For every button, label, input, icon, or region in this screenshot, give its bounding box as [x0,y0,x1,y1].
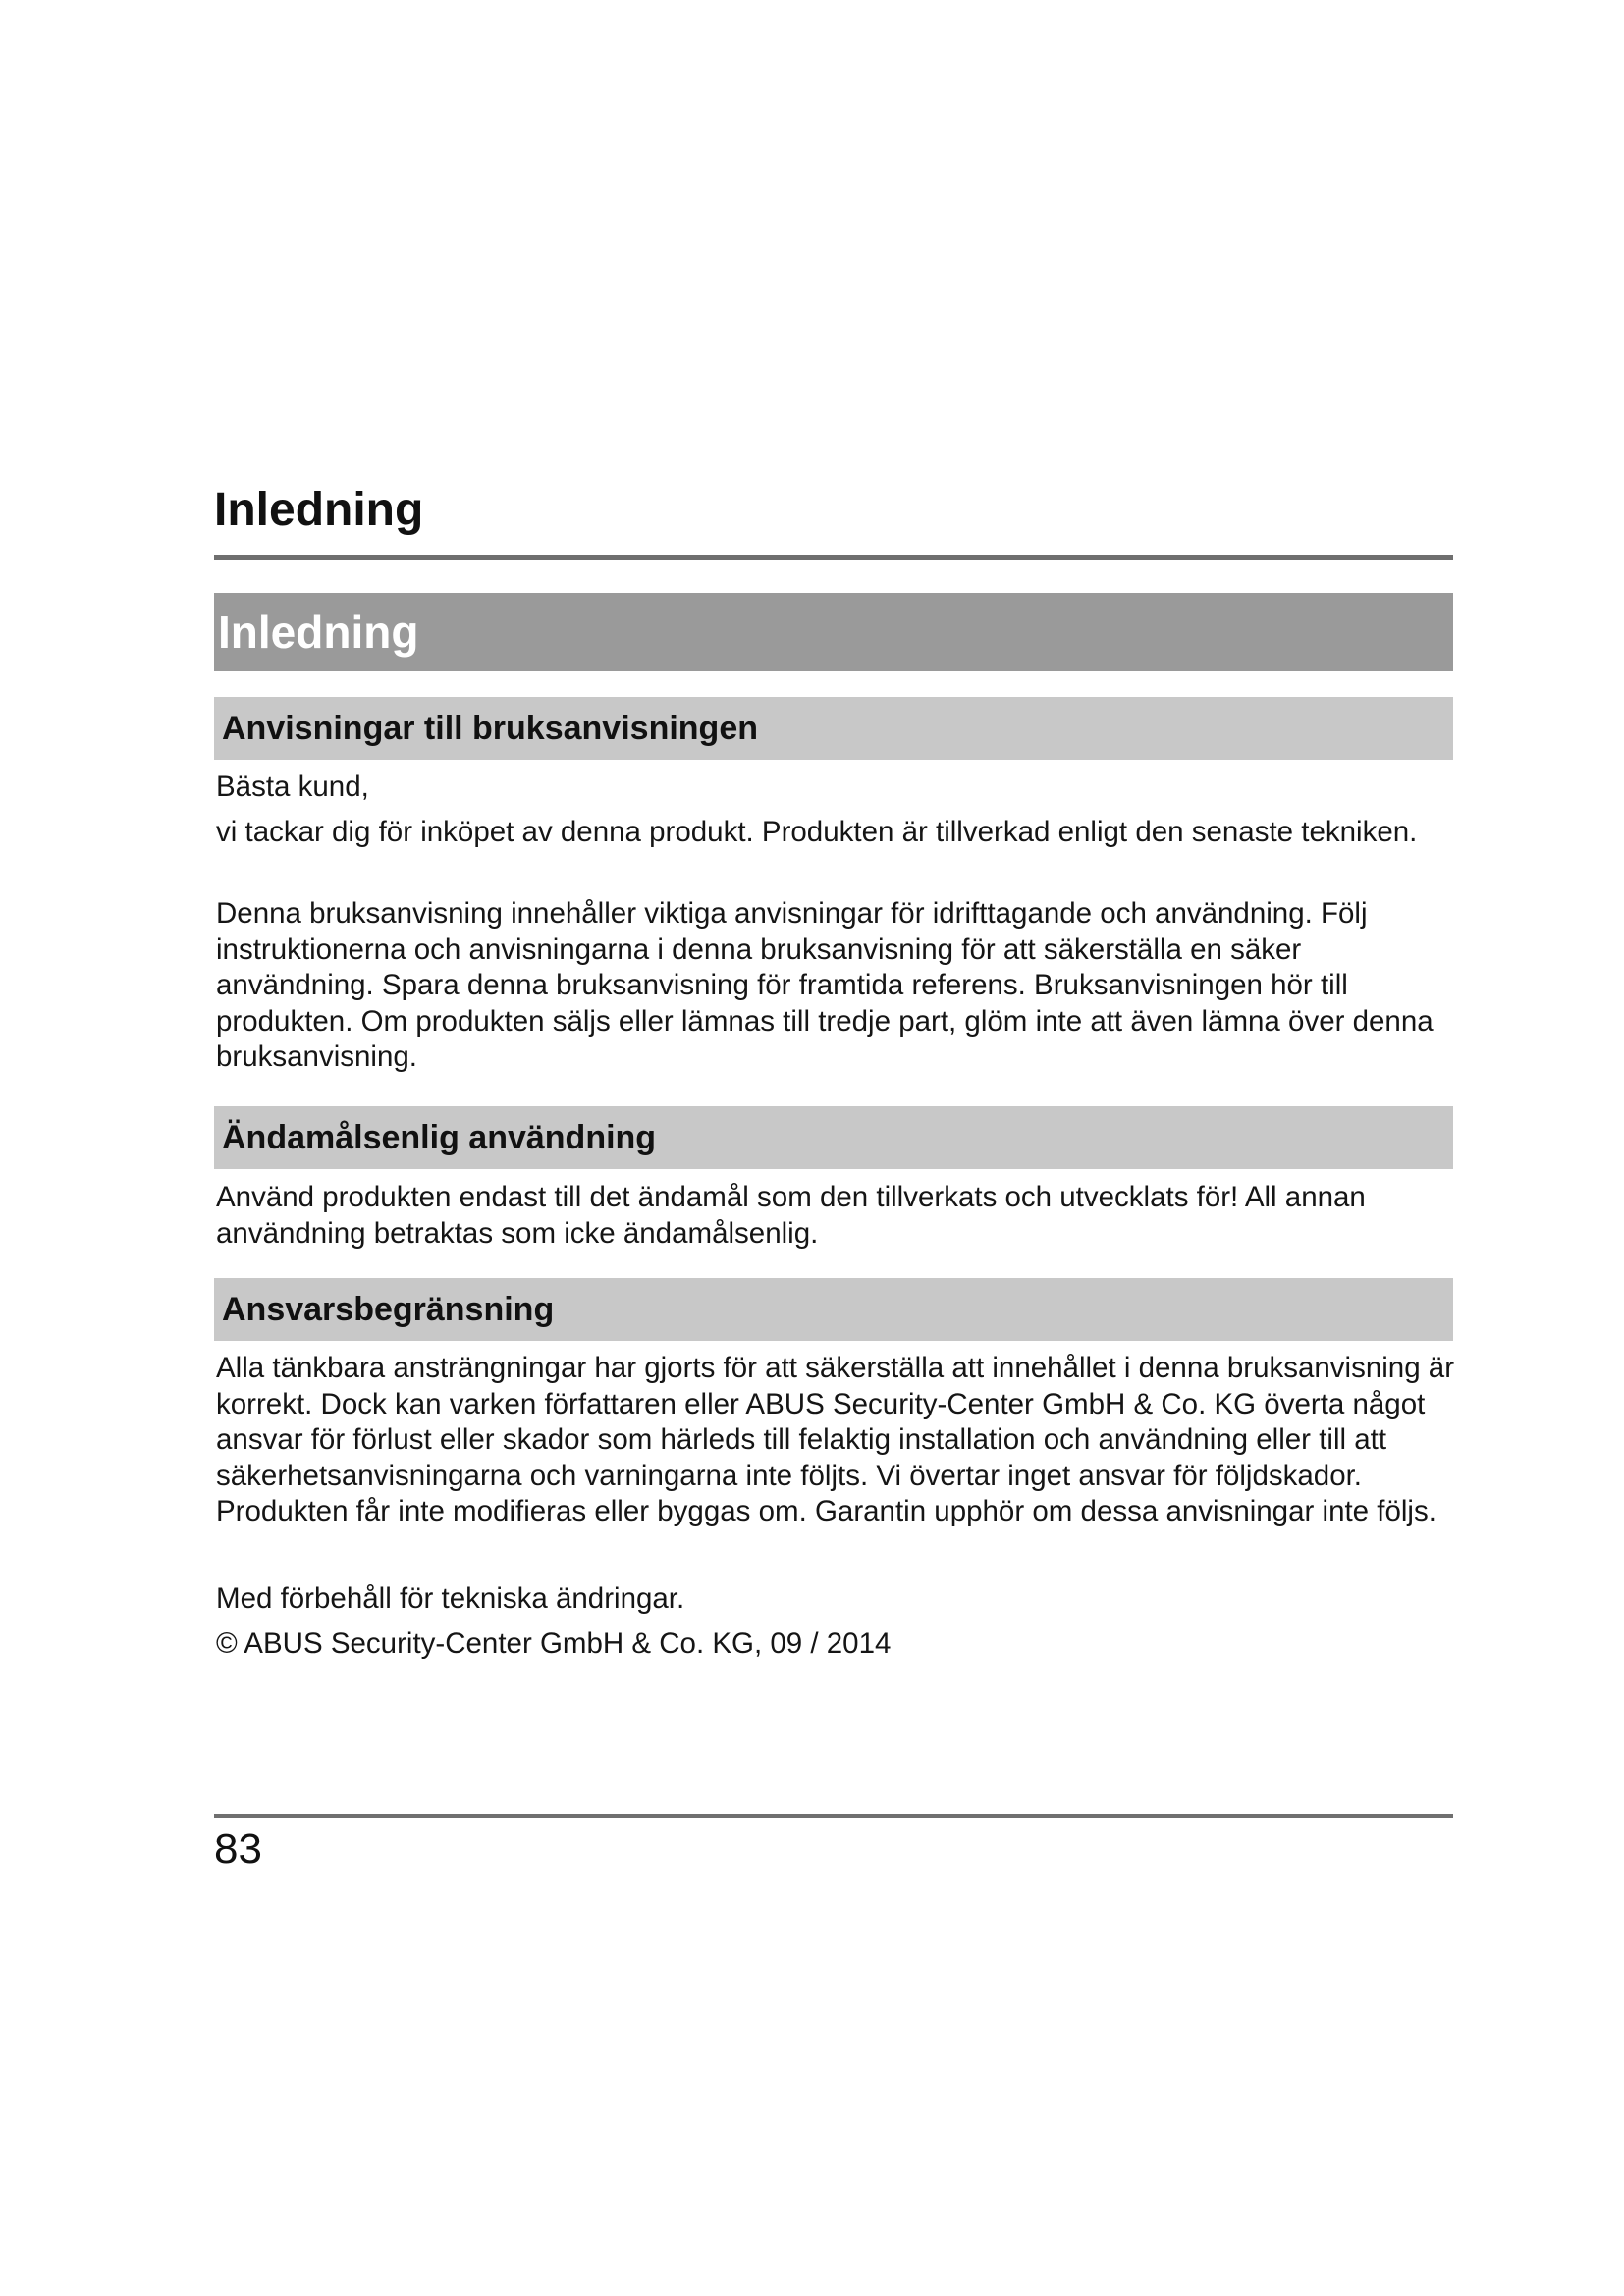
chapter-heading: Inledning [218,607,419,658]
paragraph-copyright: © ABUS Security-Center GmbH & Co. KG, 09 / 2014 [216,1628,892,1660]
footer-divider [214,1814,1453,1818]
page-title: Inledning [214,484,424,536]
section-heading-bar [214,1106,1453,1169]
section-heading-bar [214,697,1453,760]
section-heading-bar [214,1278,1453,1341]
section-heading-intended-use: Ändamålsenlig användning [222,1119,657,1156]
paragraph-greeting: Bästa kund, [216,771,369,803]
chapter-heading-bar [214,593,1453,671]
paragraph-manual-info: Denna bruksanvisning innehåller viktiga anvisningar för idrifttagande och användning. Följ instruktionerna och anvisningarna i denna bruksanvisning för att säkerställa en säker användning. Spara denna bruksanvisning för framtida referens. Bruksanvisningen hör till produkten. Om produkten säljs eller lämnas till tredje part, glöm inte att även lämna över denna bruksanvisning. [216,897,1434,1074]
title-divider [214,555,1453,560]
page-number: 83 [214,1825,262,1873]
paragraph-technical-changes: Med förbehåll för tekniska ändringar. [216,1582,685,1615]
section-heading-liability: Ansvarsbegränsning [222,1291,555,1328]
paragraph-intended-use: Använd produkten endast till det ändamål som den tillverkats och utvecklats för! All annan användning betraktas som icke ändamålsenlig. [216,1181,1366,1250]
section-heading-instructions: Anvisningar till bruksanvisningen [222,710,758,747]
paragraph-liability: Alla tänkbara ansträngningar har gjorts för att säkerställa att innehållet i denna bruksanvisning är korrekt. Dock kan varken författaren eller ABUS Security-Center GmbH & Co. KG överta något ansvar för förlust eller skador som härleds till felaktig installation och användning eller till att säkerhetsanvisningarna och varningarna inte följts. Vi övertar inget ansvar för följdskador. Produkten får inte modifieras eller byggas om. Garantin upphör om dessa anvisningar inte följs. [216,1352,1455,1528]
paragraph-thanks: vi tackar dig för inköpet av denna produkt. Produkten är tillverkad enligt den senaste tekniken. [216,816,1418,848]
